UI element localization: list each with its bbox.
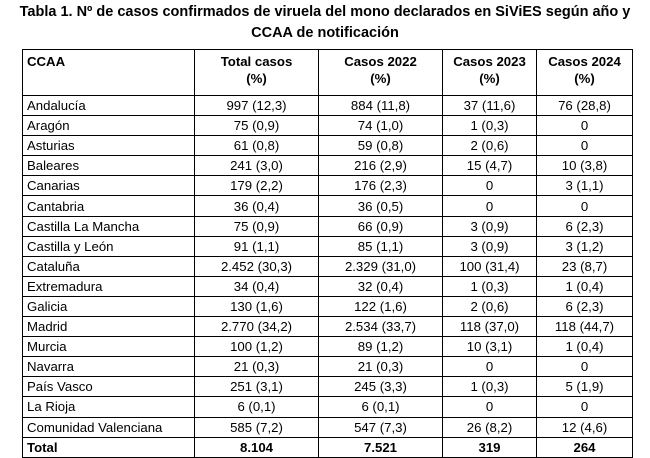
ccaa-cell: La Rioja — [23, 397, 195, 417]
ccaa-cell: Total — [23, 437, 195, 457]
value-cell: 585 (7,2) — [195, 417, 319, 437]
value-cell: 0 — [537, 196, 633, 216]
table-row — [23, 317, 633, 337]
ccaa-cell: Baleares — [23, 156, 195, 176]
header-casos-2022 — [319, 50, 443, 96]
value-cell: 2.452 (30,3) — [195, 256, 319, 276]
table-row — [23, 377, 633, 397]
ccaa-cell: Navarra — [23, 357, 195, 377]
value-cell: 0 — [537, 116, 633, 136]
table-row — [23, 176, 633, 196]
table-row — [23, 417, 633, 437]
value-cell: 12 (4,6) — [537, 417, 633, 437]
value-cell: 8.104 — [195, 437, 319, 457]
value-cell: 2 (0,6) — [443, 136, 537, 156]
table-row — [23, 236, 633, 256]
value-cell: 1 (0,4) — [537, 337, 633, 357]
ccaa-cell: Asturias — [23, 136, 195, 156]
value-cell: 0 — [443, 397, 537, 417]
value-cell: 2.534 (33,7) — [319, 317, 443, 337]
ccaa-cell: Castilla y León — [23, 236, 195, 256]
value-cell: 10 (3,8) — [537, 156, 633, 176]
value-cell: 74 (1,0) — [319, 116, 443, 136]
value-cell: 118 (37,0) — [443, 317, 537, 337]
value-cell: 23 (8,7) — [537, 256, 633, 276]
value-cell: 2.770 (34,2) — [195, 317, 319, 337]
value-cell: 89 (1,2) — [319, 337, 443, 357]
header-total-casos — [195, 50, 319, 96]
ccaa-cell: Andalucía — [23, 96, 195, 116]
value-cell: 6 (2,3) — [537, 296, 633, 316]
value-cell: 3 (1,2) — [537, 236, 633, 256]
header-text: (%) — [479, 71, 500, 86]
value-cell: 216 (2,9) — [319, 156, 443, 176]
table-row — [23, 296, 633, 316]
table-row — [23, 136, 633, 156]
header-text: Total casos — [220, 54, 293, 69]
header-ccaa — [23, 50, 195, 96]
value-cell: 0 — [537, 397, 633, 417]
ccaa-cell: Castilla La Mancha — [23, 216, 195, 236]
value-cell: 1 (0,3) — [443, 276, 537, 296]
ccaa-cell: Murcia — [23, 337, 195, 357]
value-cell: 3 (0,9) — [443, 216, 537, 236]
value-cell: 26 (8,2) — [443, 417, 537, 437]
table-caption — [0, 2, 650, 44]
value-cell: 0 — [443, 357, 537, 377]
header-casos-2023 — [443, 50, 537, 96]
value-cell: 0 — [537, 357, 633, 377]
value-cell: 61 (0,8) — [195, 136, 319, 156]
value-cell: 179 (2,2) — [195, 176, 319, 196]
caption-line-2: CCAA de notificación — [251, 25, 399, 41]
value-cell: 1 (0,4) — [537, 276, 633, 296]
total-row — [23, 437, 633, 457]
value-cell: 7.521 — [319, 437, 443, 457]
value-cell: 66 (0,9) — [319, 216, 443, 236]
value-cell: 176 (2,3) — [319, 176, 443, 196]
value-cell: 6 (0,1) — [195, 397, 319, 417]
table-body — [23, 96, 633, 458]
value-cell: 100 (31,4) — [443, 256, 537, 276]
table-row — [23, 116, 633, 136]
value-cell: 245 (3,3) — [319, 377, 443, 397]
ccaa-cell: Galicia — [23, 296, 195, 316]
ccaa-cell: Extremadura — [23, 276, 195, 296]
value-cell: 547 (7,3) — [319, 417, 443, 437]
value-cell: 36 (0,4) — [195, 196, 319, 216]
value-cell: 3 (0,9) — [443, 236, 537, 256]
table-row — [23, 357, 633, 377]
value-cell: 884 (11,8) — [319, 96, 443, 116]
ccaa-cell: Canarias — [23, 176, 195, 196]
header-row — [23, 50, 633, 96]
value-cell: 122 (1,6) — [319, 296, 443, 316]
value-cell: 251 (3,1) — [195, 377, 319, 397]
table-row — [23, 276, 633, 296]
table-row — [23, 156, 633, 176]
ccaa-cell: Aragón — [23, 116, 195, 136]
header-text: CCAA — [27, 54, 66, 69]
value-cell: 75 (0,9) — [195, 216, 319, 236]
value-cell: 0 — [443, 196, 537, 216]
table-row — [23, 96, 633, 116]
value-cell: 319 — [443, 437, 537, 457]
value-cell: 100 (1,2) — [195, 337, 319, 357]
value-cell: 15 (4,7) — [443, 156, 537, 176]
table-row — [23, 337, 633, 357]
ccaa-cell: Madrid — [23, 317, 195, 337]
table-row — [23, 256, 633, 276]
value-cell: 34 (0,4) — [195, 276, 319, 296]
value-cell: 241 (3,0) — [195, 156, 319, 176]
value-cell: 264 — [537, 437, 633, 457]
value-cell: 1 (0,3) — [443, 116, 537, 136]
value-cell: 85 (1,1) — [319, 236, 443, 256]
value-cell: 1 (0,3) — [443, 377, 537, 397]
value-cell: 130 (1,6) — [195, 296, 319, 316]
header-text: (%) — [574, 71, 595, 86]
value-cell: 37 (11,6) — [443, 96, 537, 116]
ccaa-cell: Cantabria — [23, 196, 195, 216]
header-text: (%) — [370, 71, 391, 86]
header-casos-2024 — [537, 50, 633, 96]
value-cell: 76 (28,8) — [537, 96, 633, 116]
value-cell: 91 (1,1) — [195, 236, 319, 256]
value-cell: 997 (12,3) — [195, 96, 319, 116]
value-cell: 0 — [537, 136, 633, 156]
table-row — [23, 196, 633, 216]
value-cell: 6 (2,3) — [537, 216, 633, 236]
value-cell: 59 (0,8) — [319, 136, 443, 156]
value-cell: 32 (0,4) — [319, 276, 443, 296]
ccaa-cell: Cataluña — [23, 256, 195, 276]
value-cell: 10 (3,1) — [443, 337, 537, 357]
value-cell: 21 (0,3) — [195, 357, 319, 377]
table-row — [23, 397, 633, 417]
table-header — [23, 50, 633, 96]
value-cell: 3 (1,1) — [537, 176, 633, 196]
table-row — [23, 216, 633, 236]
header-text: Casos 2023 — [453, 54, 526, 69]
caption-line-1: Tabla 1. Nº de casos confirmados de viruela del mono declarados en SiViES según año y — [19, 4, 631, 20]
value-cell: 21 (0,3) — [319, 357, 443, 377]
value-cell: 75 (0,9) — [195, 116, 319, 136]
ccaa-cell: Comunidad Valenciana — [23, 417, 195, 437]
value-cell: 2.329 (31,0) — [319, 256, 443, 276]
header-text: (%) — [246, 71, 267, 86]
value-cell: 118 (44,7) — [537, 317, 633, 337]
header-text: Casos 2022 — [344, 54, 417, 69]
value-cell: 36 (0,5) — [319, 196, 443, 216]
value-cell: 0 — [443, 176, 537, 196]
cases-table — [22, 49, 633, 458]
value-cell: 2 (0,6) — [443, 296, 537, 316]
value-cell: 5 (1,9) — [537, 377, 633, 397]
value-cell: 6 (0,1) — [319, 397, 443, 417]
header-text: Casos 2024 — [548, 54, 621, 69]
ccaa-cell: País Vasco — [23, 377, 195, 397]
